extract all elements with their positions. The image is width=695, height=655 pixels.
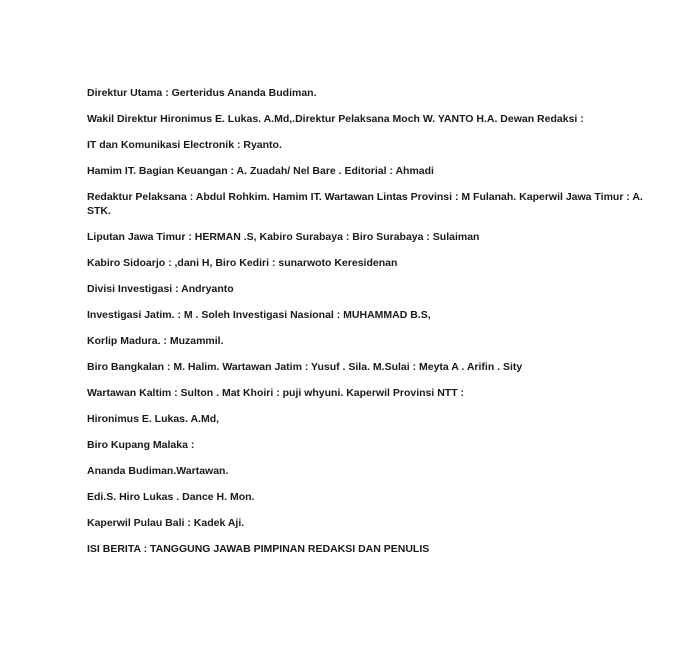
line-biro-bangkalan: Biro Bangkalan : M. Halim. Wartawan Jatim : Yusuf . Sila. M.Sulai : Meyta A . Arifin . Sity <box>87 361 523 373</box>
line-wartawan-kaltim: Wartawan Kaltim : Sulton . Mat Khoiri : puji whyuni. Kaperwil Provinsi NTT : <box>87 387 465 399</box>
line-liputan-jawa-timur: Liputan Jawa Timur : HERMAN .S, Kabiro Surabaya : Biro Surabaya : Sulaiman <box>87 231 480 243</box>
line-wakil-direktur: Wakil Direktur Hironimus E. Lukas. A.Md,.Direktur Pelaksana Moch W. YANTO H.A. Dewan Redaksi : <box>87 113 584 125</box>
line-ananda-budiman: Ananda Budiman.Wartawan. <box>87 465 229 477</box>
line-it-komunikasi: IT dan Komunikasi Electronik : Ryanto. <box>87 139 282 151</box>
line-direktur-utama: Direktur Utama : Gerteridus Ananda Budiman. <box>87 87 317 99</box>
line-redaktur-pelaksana: Redaktur Pelaksana : Abdul Rohkim. Hamim IT. Wartawan Lintas Provinsi : M Fulanah. Kaperwil Jawa Timur : A. STK. <box>87 191 643 217</box>
line-investigasi-jatim: Investigasi Jatim. : M . Soleh Investigasi Nasional : MUHAMMAD B.S, <box>87 309 431 321</box>
line-kabiro-sidoarjo: Kabiro Sidoarjo : ,dani H, Biro Kediri : sunarwoto Keresidenan <box>87 257 398 269</box>
line-divisi-investigasi: Divisi Investigasi : Andryanto <box>87 283 234 295</box>
line-edi-hiro-lukas: Edi.S. Hiro Lukas . Dance H. Mon. <box>87 491 255 503</box>
line-bagian-keuangan: Hamim IT. Bagian Keuangan : A. Zuadah/ Nel Bare . Editorial : Ahmadi <box>87 165 434 177</box>
line-korlip-madura: Korlip Madura. : Muzammil. <box>87 335 224 347</box>
masthead-document <box>87 86 647 568</box>
line-kaperwil-bali: Kaperwil Pulau Bali : Kadek Aji. <box>87 517 245 529</box>
line-biro-kupang-malaka: Biro Kupang Malaka : <box>87 439 195 451</box>
line-hironimus: Hironimus E. Lukas. A.Md, <box>87 413 220 425</box>
line-isi-berita: ISI BERITA : TANGGUNG JAWAB PIMPINAN REDAKSI DAN PENULIS <box>87 543 430 555</box>
